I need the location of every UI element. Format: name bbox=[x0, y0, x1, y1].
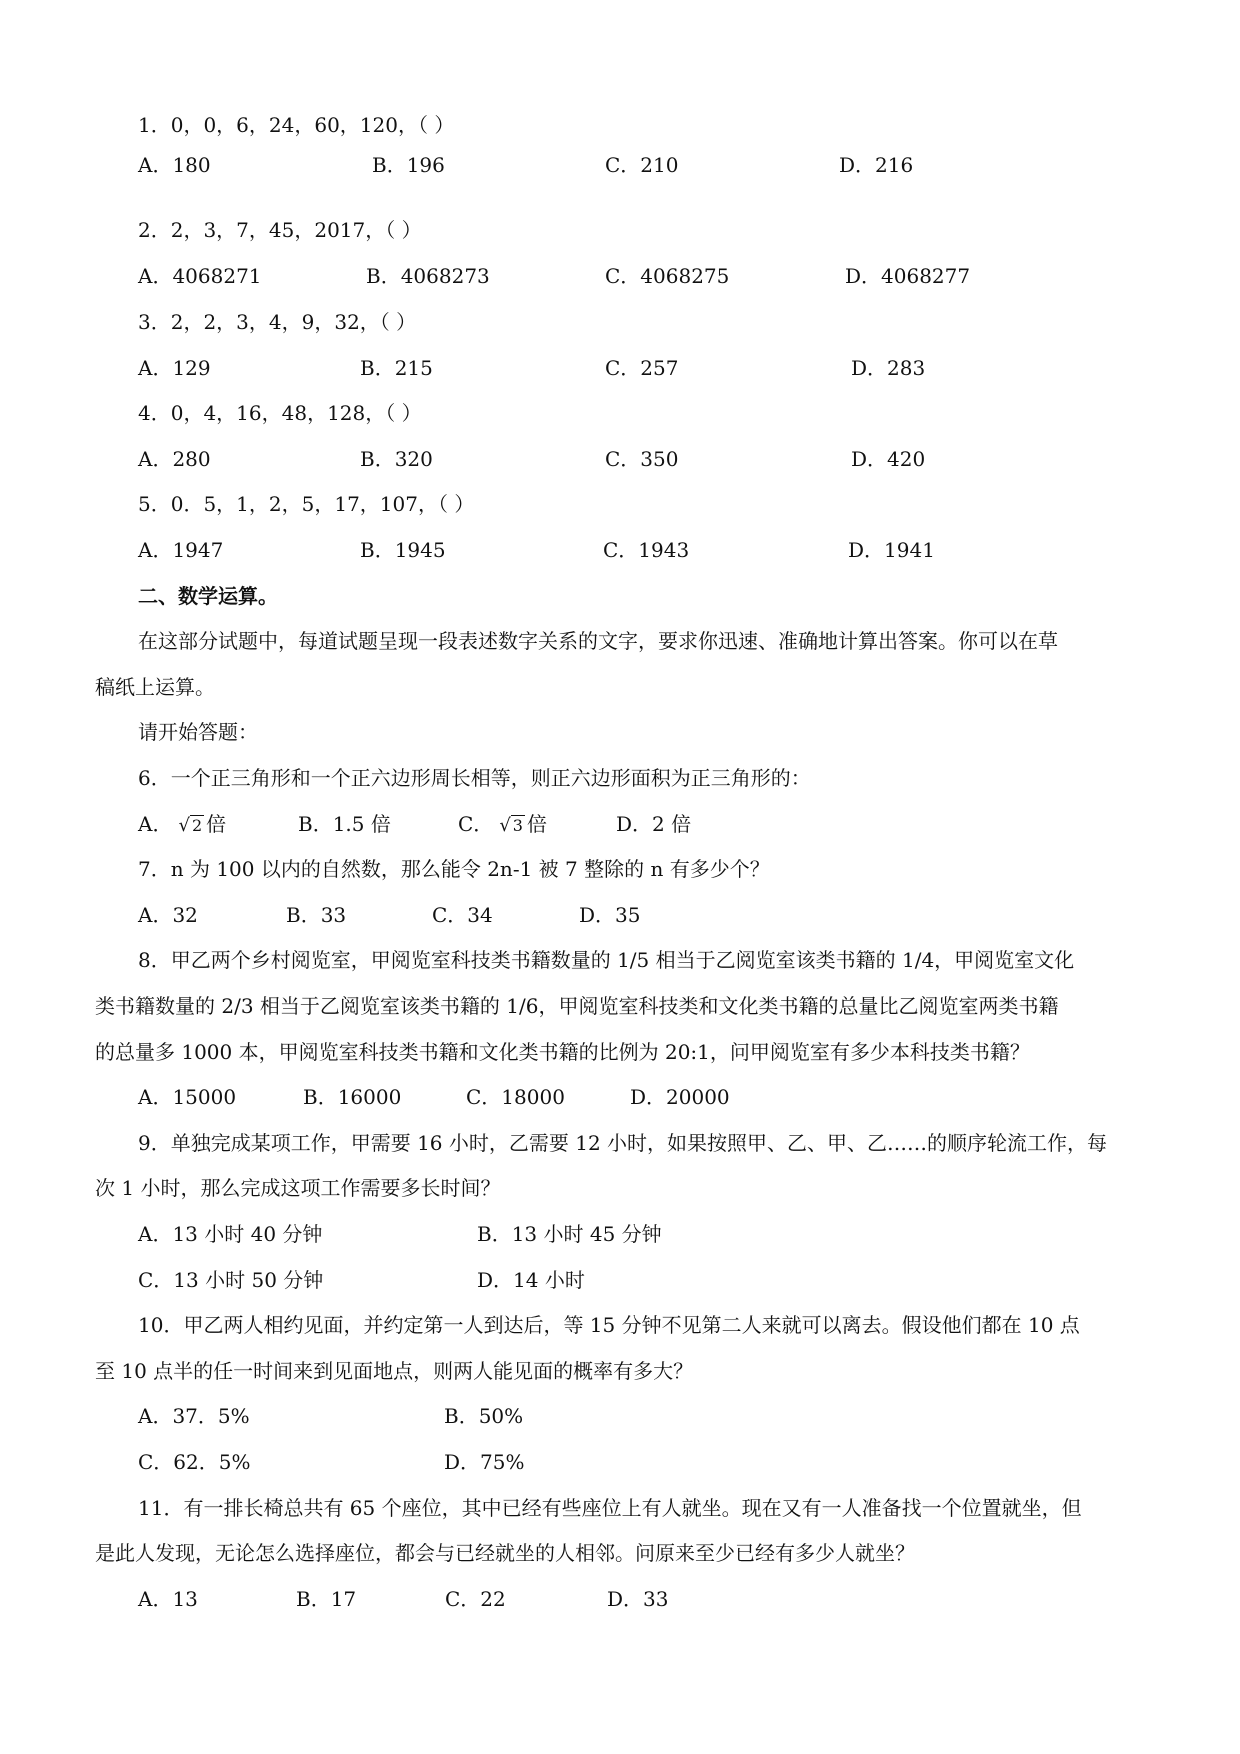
option-a bbox=[138, 812, 226, 838]
option-label: A． bbox=[138, 812, 173, 836]
option-d: D．33 bbox=[607, 1587, 669, 1611]
section-heading: 二、数学运算。 bbox=[138, 584, 278, 608]
option-a: A．1947 bbox=[138, 538, 224, 562]
option-b: B．320 bbox=[360, 447, 433, 471]
option-b: B．50% bbox=[444, 1404, 524, 1428]
option-d: D．420 bbox=[851, 447, 926, 471]
question-7-stem: 7．n 为 100 以内的自然数，那么能令 2n-1 被 7 整除的 n 有多少个？ bbox=[138, 857, 770, 881]
question-9-stem: 9．单独完成某项工作，甲需要 16 小时，乙需要 12 小时，如果按照甲、乙、甲、乙……的顺序轮流工作，每 bbox=[138, 1131, 1108, 1155]
question-8-stem-cont: 类书籍数量的 2/3 相当于乙阅览室该类书籍的 1/6，甲阅览室科技类和文化类书籍的总量比乙阅览室两类书籍 bbox=[95, 994, 1059, 1018]
option-a: A．37．5% bbox=[138, 1404, 250, 1428]
option-b: B．16000 bbox=[303, 1085, 402, 1109]
option-a: A．280 bbox=[138, 447, 211, 471]
question-9-options-row1 bbox=[138, 1222, 1138, 1246]
option-c: C．210 bbox=[605, 153, 679, 177]
radicand: 2 bbox=[191, 816, 203, 835]
question-1-stem bbox=[138, 113, 454, 137]
question-5-stem bbox=[138, 492, 474, 516]
question-10-options-row2 bbox=[138, 1450, 1138, 1474]
option-c: C．34 bbox=[432, 903, 493, 927]
question-9-stem-cont: 次 1 小时，那么完成这项工作需要多长时间？ bbox=[95, 1176, 501, 1200]
option-c: C．62．5% bbox=[138, 1450, 251, 1474]
option-a: A．32 bbox=[138, 903, 198, 927]
question-4-stem bbox=[138, 401, 422, 425]
option-a: A．129 bbox=[138, 356, 211, 380]
option-label: C． bbox=[458, 812, 494, 836]
question-2-stem bbox=[138, 218, 422, 242]
question-10-options-row1 bbox=[138, 1404, 1138, 1428]
option-c: C．350 bbox=[605, 447, 679, 471]
question-7-options bbox=[138, 903, 1138, 927]
option-b: B．1.5 倍 bbox=[298, 812, 391, 836]
question-text: 0，0，6，24，60，120，（ ） bbox=[170, 113, 455, 137]
option-a: A．180 bbox=[138, 153, 211, 177]
option-c: C．4068275 bbox=[605, 264, 730, 288]
option-b: B．13 小时 45 分钟 bbox=[477, 1222, 662, 1246]
question-6-options bbox=[138, 812, 1138, 836]
option-d: D．283 bbox=[851, 356, 926, 380]
question-text: 0．5，1，2，5，17，107，（ ） bbox=[170, 492, 475, 516]
option-d: D．20000 bbox=[630, 1085, 730, 1109]
option-d: D．75% bbox=[444, 1450, 525, 1474]
question-11-stem-cont: 是此人发现，无论怎么选择座位，都会与已经就坐的人相邻。问原来至少已经有多少人就坐？ bbox=[95, 1541, 915, 1565]
option-a: A．4068271 bbox=[138, 264, 262, 288]
question-number: 4． bbox=[138, 401, 171, 425]
radical-sign: √ bbox=[499, 815, 511, 836]
option-unit: 倍 bbox=[206, 812, 227, 836]
question-11-options bbox=[138, 1587, 1138, 1611]
question-text: 2，2，3，4，9，32，（ ） bbox=[170, 310, 417, 334]
sqrt-2 bbox=[178, 812, 204, 838]
option-a: A．15000 bbox=[138, 1085, 237, 1109]
option-d: D．216 bbox=[839, 153, 914, 177]
option-c: C．1943 bbox=[603, 538, 690, 562]
question-text: 0，4，16，48，128，（ ） bbox=[170, 401, 422, 425]
option-c: C．13 小时 50 分钟 bbox=[138, 1268, 324, 1292]
question-5-options bbox=[138, 538, 1138, 562]
option-a: A．13 小时 40 分钟 bbox=[138, 1222, 323, 1246]
question-8-stem: 8．甲乙两个乡村阅览室，甲阅览室科技类书籍数量的 1/5 相当于乙阅览室该类书籍的 1/4，甲阅览室文化 bbox=[138, 948, 1075, 972]
question-number: 2． bbox=[138, 218, 171, 242]
question-number: 3． bbox=[138, 310, 171, 334]
question-number: 5． bbox=[138, 492, 171, 516]
radicand: 3 bbox=[512, 816, 523, 835]
question-8-stem-cont: 的总量多 1000 本，甲阅览室科技类书籍和文化类书籍的比例为 20:1，问甲阅览室有多少本科技类书籍？ bbox=[95, 1040, 1030, 1064]
option-b: B．196 bbox=[372, 153, 445, 177]
question-10-stem-cont: 至 10 点半的任一时间来到见面地点，则两人能见面的概率有多大？ bbox=[95, 1359, 694, 1383]
question-text: 2，3，7，45，2017，（ ） bbox=[170, 218, 422, 242]
option-b: B．1945 bbox=[360, 538, 446, 562]
option-c: C．18000 bbox=[466, 1085, 565, 1109]
option-unit: 倍 bbox=[526, 812, 547, 836]
question-number: 1． bbox=[138, 113, 171, 137]
sqrt-3 bbox=[499, 812, 525, 838]
option-b: B．215 bbox=[360, 356, 433, 380]
start-prompt: 请开始答题： bbox=[138, 720, 258, 744]
option-c: C．257 bbox=[605, 356, 679, 380]
option-b: B．4068273 bbox=[366, 264, 490, 288]
option-d: D．14 小时 bbox=[477, 1268, 585, 1292]
question-11-stem: 11．有一排长椅总共有 65 个座位，其中已经有些座位上有人就坐。现在又有一人准备找一个位置就坐，但 bbox=[138, 1496, 1082, 1520]
question-3-stem bbox=[138, 310, 416, 334]
question-3-options bbox=[138, 356, 1138, 380]
option-a: A．13 bbox=[138, 1587, 198, 1611]
option-c bbox=[458, 812, 547, 838]
question-2-options bbox=[138, 264, 1138, 288]
option-b: B．17 bbox=[296, 1587, 357, 1611]
question-4-options bbox=[138, 447, 1138, 471]
option-d: D．4068277 bbox=[845, 264, 971, 288]
section-intro-cont: 稿纸上运算。 bbox=[95, 675, 215, 699]
option-b: B．33 bbox=[286, 903, 347, 927]
question-8-options bbox=[138, 1085, 1138, 1109]
option-c: C．22 bbox=[445, 1587, 506, 1611]
question-10-stem: 10．甲乙两人相约见面，并约定第一人到达后，等 15 分钟不见第二人来就可以离去。假设他们都在 10 点 bbox=[138, 1313, 1080, 1337]
question-6-stem: 6．一个正三角形和一个正六边形周长相等，则正六边形面积为正三角形的： bbox=[138, 766, 811, 790]
option-d: D．1941 bbox=[848, 538, 935, 562]
radical-sign: √ bbox=[178, 815, 190, 836]
question-1-options bbox=[138, 153, 1138, 177]
option-d: D．35 bbox=[579, 903, 641, 927]
section-intro: 在这部分试题中，每道试题呈现一段表述数字关系的文字，要求你迅速、准确地计算出答案。你可以在草 bbox=[138, 629, 1058, 653]
question-9-options-row2 bbox=[138, 1268, 1138, 1292]
option-d: D．2 倍 bbox=[616, 812, 692, 836]
